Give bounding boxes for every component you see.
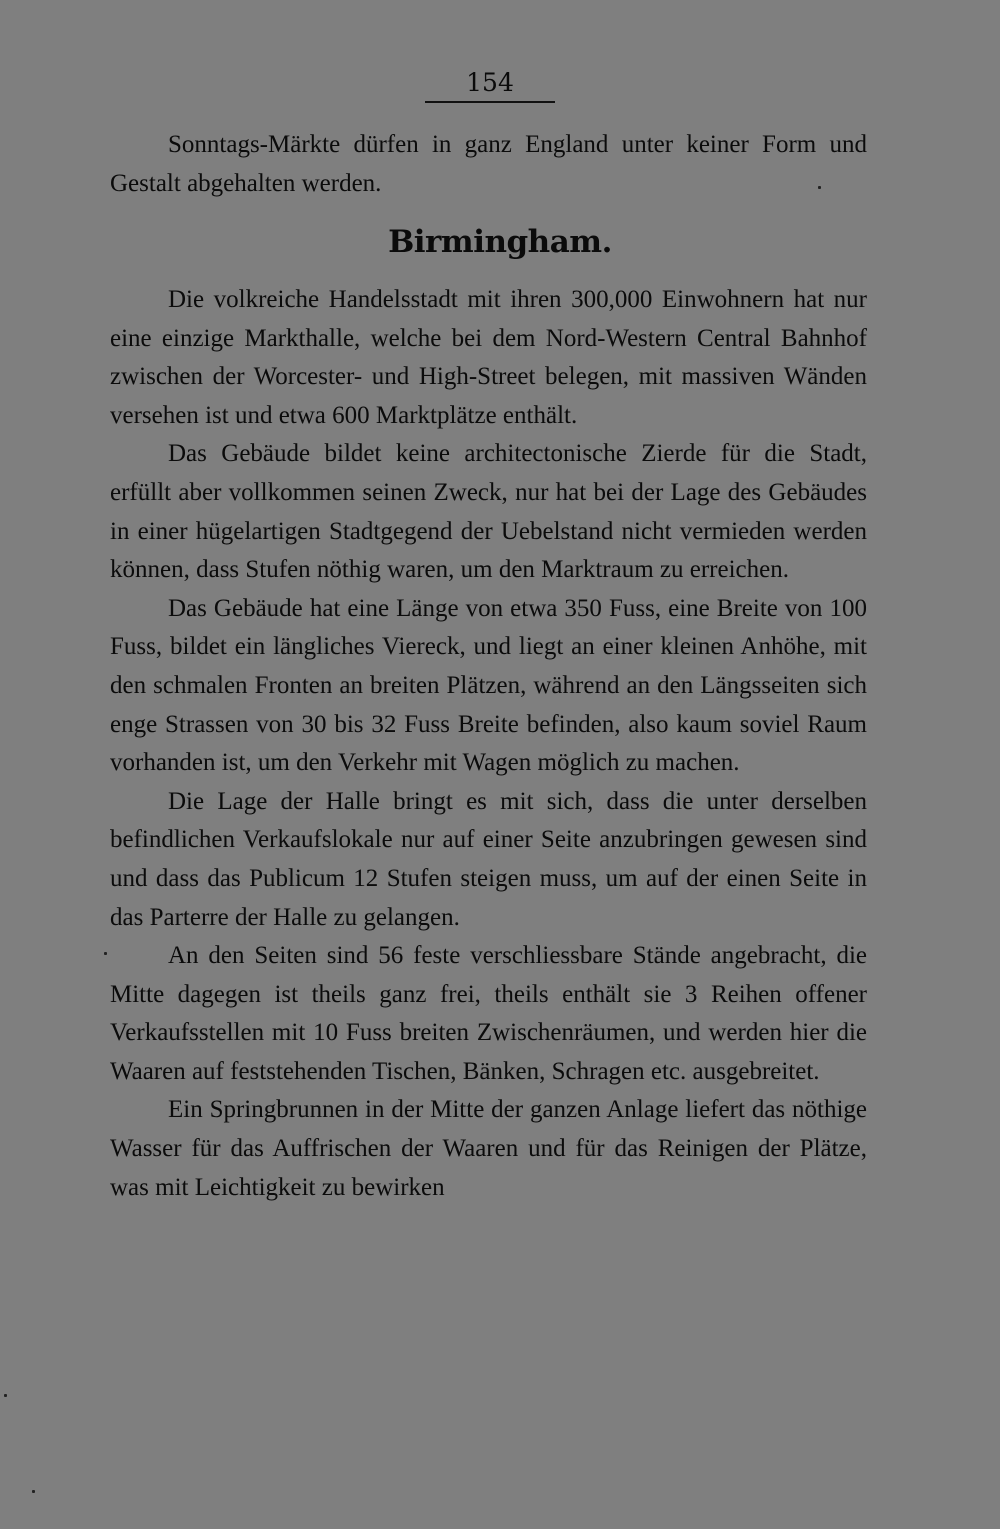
body-text-block (110, 281, 867, 1207)
body-paragraph-5: An den Seiten sind 56 feste verschliessbare Stände angebracht, die Mitte dagegen ist theils ganz frei, theils enthält sie 3 Reihen offener Verkaufsstellen mit 10 Fuss breiten Zwischenräumen, und werden hier die Waaren auf feststehenden Tischen, Bänken, Schragen etc. ausgebreitet. (110, 942, 867, 1085)
print-speck (818, 186, 821, 189)
body-paragraph-2: Das Gebäude bildet keine architectonische Zierde für die Stadt, erfüllt aber vollkommen seinen Zweck, nur hat bei der Lage des Gebäudes in einer hügelartigen Stadtgegend der Uebelstand nicht vermieden werden können, dass Stufen nöthig waren, um den Marktraum zu erreichen. (110, 440, 867, 584)
print-speck (32, 1490, 35, 1493)
intro-text-block (110, 126, 867, 203)
body-paragraph-1: Die volkreiche Handelsstadt mit ihren 300,000 Einwohnern hat nur eine einzige Markthalle, welche bei dem Nord-Western Central Bahnhof zwischen der Worcester- und High-Street belegen, mit massiven Wänden versehen ist und etwa 600 Marktplätze enthält. (110, 286, 867, 429)
page-number: 154 (466, 68, 514, 97)
section-title: Birmingham. (388, 224, 612, 260)
page-number-rule (425, 101, 555, 103)
body-paragraph-4: Die Lage der Halle bringt es mit sich, dass die unter derselben befindlichen Verkaufslokale nur auf einer Seite anzubringen gewesen sind und dass das Publicum 12 Stufen steigen muss, um auf der einen Seite in das Parterre der Halle zu gelangen. (110, 787, 867, 931)
body-paragraph-6: Ein Springbrunnen in der Mitte der ganzen Anlage liefert das nöthige Wasser für das Auffrischen der Waaren und für das Reinigen der Plätze, was mit Leichtigkeit zu bewirken (110, 1096, 867, 1201)
intro-paragraph: Sonntags-Märkte dürfen in ganz England unter keiner Form und Gestalt abgehalten werden. (110, 131, 867, 197)
print-speck (104, 952, 107, 955)
body-paragraph-3: Das Gebäude hat eine Länge von etwa 350 Fuss, eine Breite von 100 Fuss, bildet ein längliches Viereck, und liegt an einer kleinen Anhöhe, mit den schmalen Fronten an breiten Plätzen, während an den Längsseiten sich enge Strassen von 30 bis 32 Fuss Breite befinden, also kaum soviel Raum vorhanden ist, um den Verkehr mit Wagen möglich zu machen. (110, 594, 867, 777)
print-speck (4, 1394, 7, 1397)
